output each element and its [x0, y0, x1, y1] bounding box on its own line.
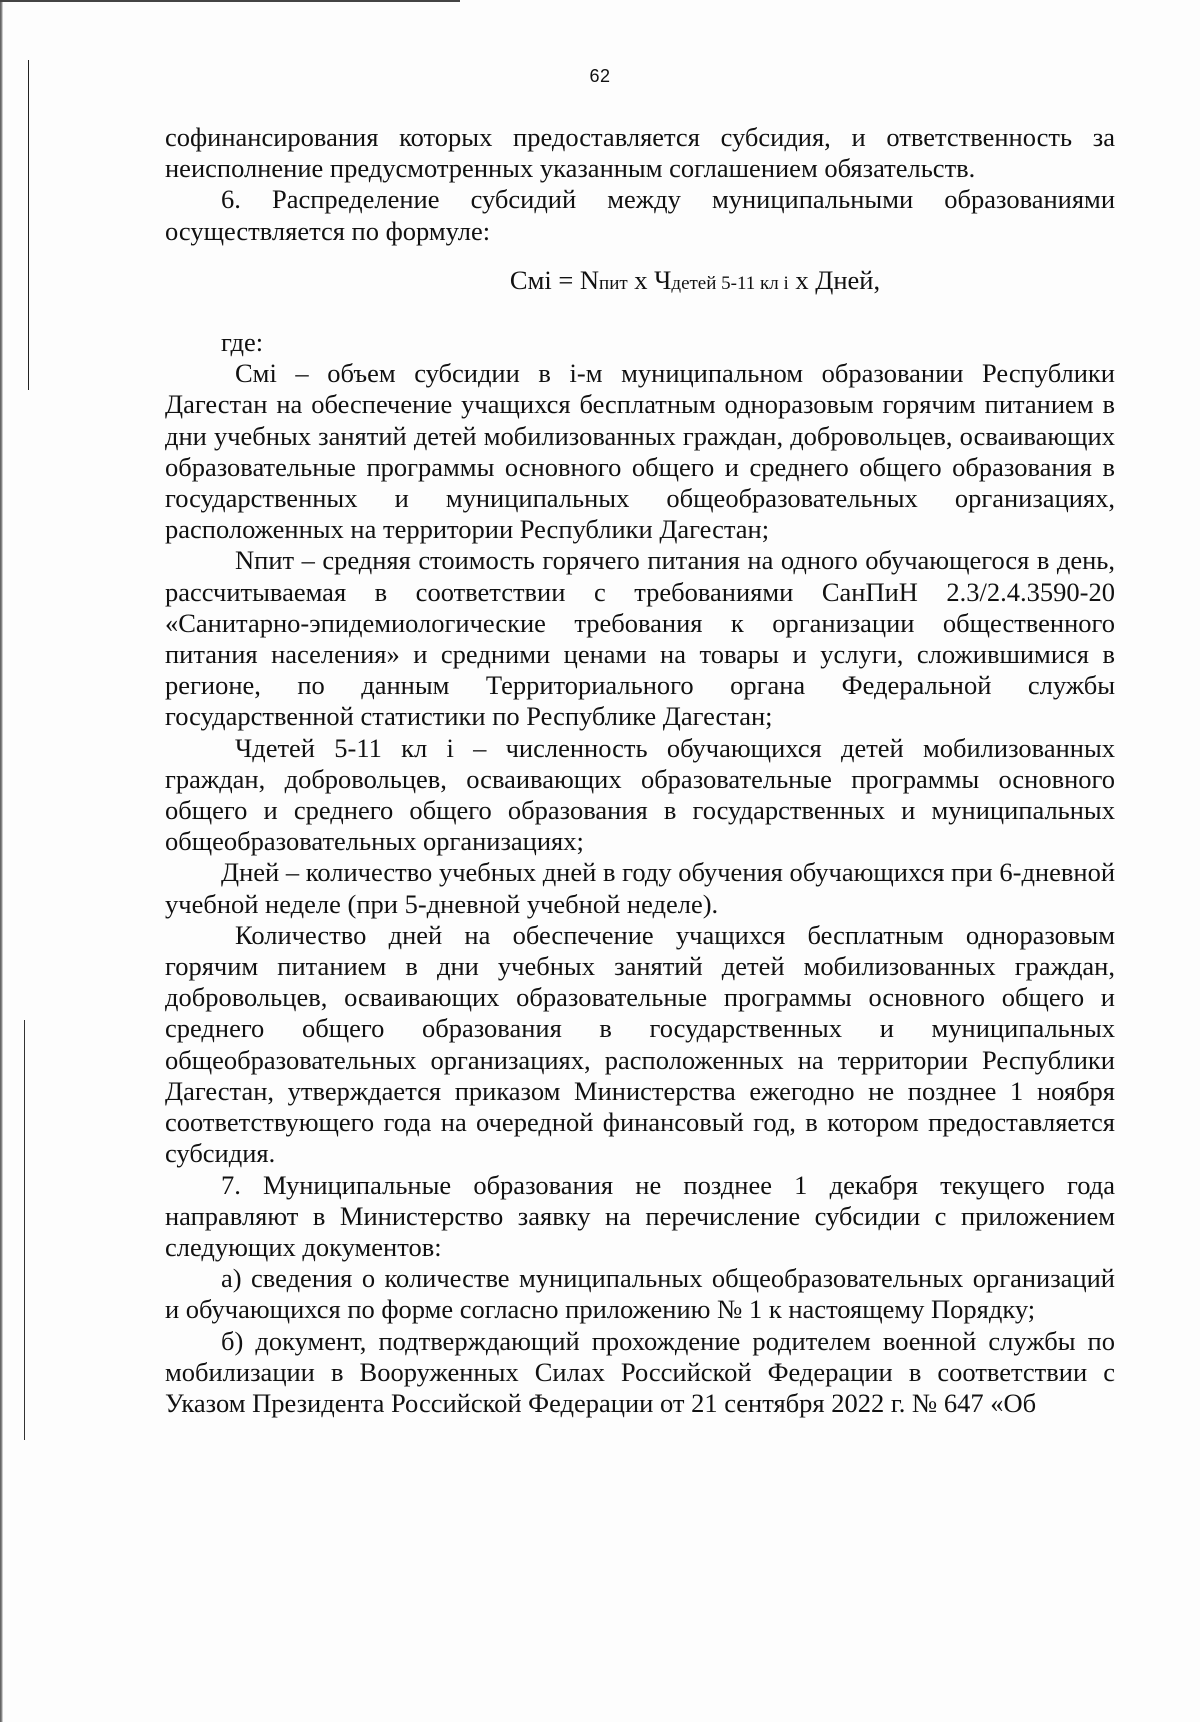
definition-cm: Cмi – объем субсидии в i-м муниципальном образовании Республики Дагестан на обеспечение учащихся бесплатным одноразовым горячим питанием в дни учебных занятий детей мобилизованных граждан, добровольцев, осваивающих образовательные программы основного общего и среднего общего образования в государственных и муниципальных общеобразовательных организациях, расположенных на территории Республики Дагестан;	[165, 358, 1115, 545]
page-number: 62	[589, 66, 611, 86]
formula-mid: х Ч	[627, 264, 672, 295]
formula	[165, 265, 1115, 299]
paragraph-6: 6. Распределение субсидий между муниципальными образованиями осуществляется по формуле:	[165, 184, 1115, 246]
formula-rhs: х Дней,	[788, 264, 881, 295]
where-label: где:	[221, 327, 264, 358]
scan-edge-top	[0, 0, 460, 2]
paragraph-7: 7. Муниципальные образования не позднее 1 декабря текущего года направляют в Министерство заявку на перечисление субсидии с приложением следующих документов:	[165, 1169, 1115, 1262]
paragraph-7a: а) сведения о количестве муниципальных общеобразовательных организаций и обучающихся по форме согласно приложению № 1 к настоящему Порядку;	[165, 1263, 1115, 1325]
paragraph-continuation: софинансирования которых предоставляется субсидия, и ответственность за неисполнение предусмотренных указанным соглашением обязательств.	[165, 122, 1115, 184]
formula-lhs-sub: пит	[599, 272, 628, 294]
definition-days: Дней – количество учебных дней в году обучения обучающихся при 6-дневной учебной неделе (при 5-дневной учебной неделе).	[165, 857, 1115, 919]
definition-children: Чдетей 5-11 кл i – численность обучающихся детей мобилизованных граждан, добровольцев, осваивающих образовательные программы основного общего и среднего общего образования в государственных и муниципальных общеобразовательных организациях;	[165, 732, 1115, 857]
definition-npit: Nпит – средняя стоимость горячего питания на одного обучающегося в день, рассчитываемая в соответствии с требованиями СанПиН 2.3/2.4.3590-20 «Санитарно-эпидемиологические требования к организации общественного питания населения» и средними ценами на товары и услуги, сложившимися в регионе, по данным Территориального органа Федеральной службы государственной статистики по Республике Дагестан;	[165, 545, 1115, 732]
paragraph-days-count: Количество дней на обеспечение учащихся бесплатным одноразовым горячим питанием в дни учебных занятий детей мобилизованных граждан, добровольцев, осваивающих образовательные программы основного общего и среднего общего образования в государственных и муниципальных общеобразовательных организациях, расположенных на территории Республики Дагестан, утверждается приказом Министерства ежегодно не позднее 1 ноября соответствующего года на очередной финансовый год, в котором предоставляется субсидия.	[165, 919, 1115, 1169]
scan-mark	[24, 1020, 25, 1440]
formula-lhs: Cмi = N	[509, 264, 600, 295]
formula-mid-sub: детей 5-11 кл i	[671, 272, 789, 294]
scan-edge	[0, 0, 3, 1722]
paragraph-7b: б) документ, подтверждающий прохождение родителем военной службы по мобилизации в Вооруженных Силах Российской Федерации в соответствии с Указом Президента Российской Федерации от 21 сентября 2022 г. № 647 «Об	[165, 1325, 1115, 1418]
scan-mark	[28, 60, 29, 390]
document-body	[165, 122, 1115, 1419]
